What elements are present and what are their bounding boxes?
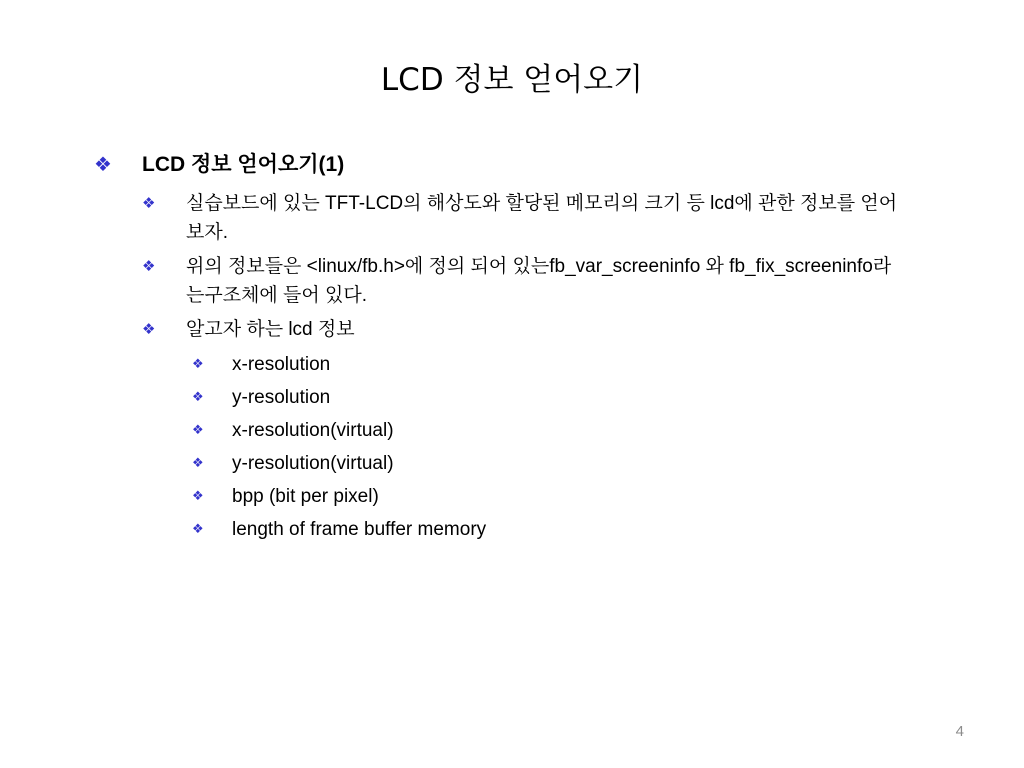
- sub-bullet-text: x-resolution(virtual): [232, 420, 394, 441]
- diamond-bullet-icon: ❖: [94, 152, 112, 176]
- sub-bullet-item: [192, 415, 958, 446]
- heading-text: LCD 정보 얻어오기(1): [142, 153, 345, 176]
- bullet-text: 알고자 하는 lcd 정보: [186, 319, 355, 340]
- slide-body: [88, 146, 958, 547]
- sub-bullet-text: bpp (bit per pixel): [232, 486, 379, 507]
- bullet-item: [142, 189, 906, 247]
- heading-bullet: [88, 146, 958, 183]
- sub-bullet-text: length of frame buffer memory: [232, 519, 487, 540]
- sub-bullet-item: [192, 382, 958, 413]
- diamond-bullet-icon: ❖: [192, 423, 204, 438]
- sub-bullet-item: [192, 448, 958, 479]
- sub-bullet-item: [192, 514, 958, 545]
- sub-bullet-item: [192, 349, 958, 380]
- sub-bullet-item: [192, 481, 958, 512]
- diamond-bullet-icon: ❖: [142, 320, 156, 338]
- sub-bullet-text: y-resolution(virtual): [232, 453, 394, 474]
- bullet-text: 실습보드에 있는 TFT-LCD의 해상도와 할당된 메모리의 크기 등 lcd에 관한 정보를 얻어보자.: [186, 193, 898, 243]
- diamond-bullet-icon: ❖: [142, 257, 156, 275]
- diamond-bullet-icon: ❖: [142, 194, 156, 212]
- sub-bullet-text: y-resolution: [232, 387, 331, 408]
- bullet-item: [142, 252, 906, 310]
- diamond-bullet-icon: ❖: [192, 357, 204, 372]
- page-number: 4: [955, 723, 964, 740]
- sub-bullet-text: x-resolution: [232, 354, 331, 375]
- diamond-bullet-icon: ❖: [192, 489, 204, 504]
- bullet-text: 위의 정보들은 <linux/fb.h>에 정의 되어 있는fb_var_screeninfo 와 fb_fix_screeninfo라는구조체에 들어 있다.: [186, 256, 892, 306]
- bullet-item: [142, 315, 906, 344]
- slide-title: LCD 정보 얻어오기: [380, 62, 644, 98]
- diamond-bullet-icon: ❖: [192, 522, 204, 537]
- diamond-bullet-icon: ❖: [192, 456, 204, 471]
- diamond-bullet-icon: ❖: [192, 390, 204, 405]
